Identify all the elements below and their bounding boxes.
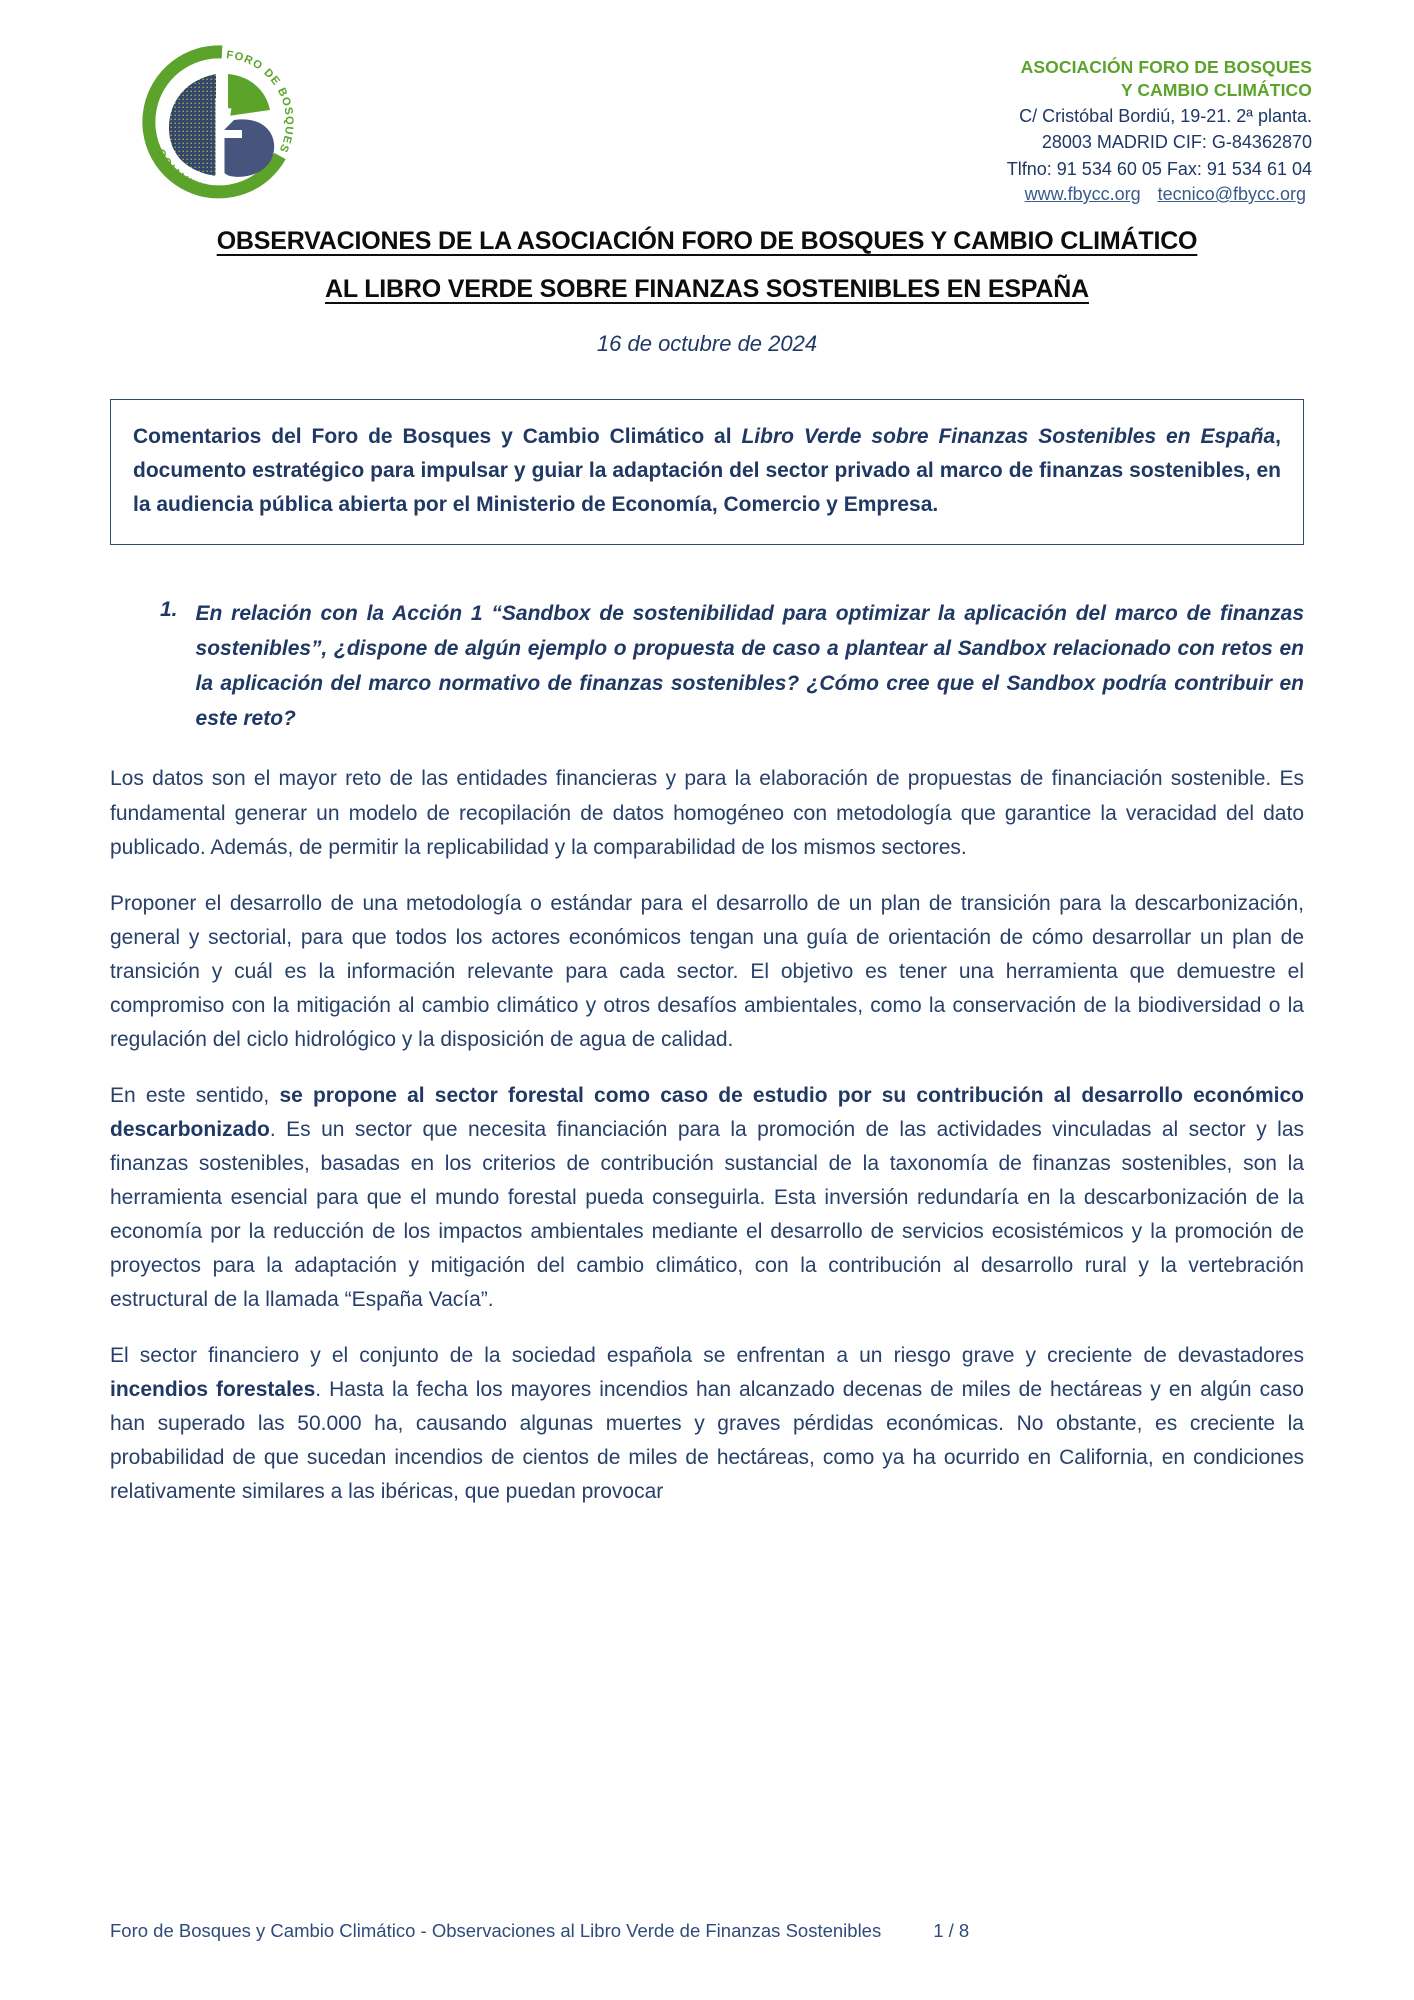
logo-icon (138, 38, 306, 206)
summary-part-2: , documento estratégico para impulsar y guiar la adaptación del sector privado al marco de finanzas sostenibles, en la audiencia pública abierta por el Ministerio de Economía, Comercio y Empresa. (133, 425, 1281, 517)
paragraph-3-lead: En este sentido, (110, 1083, 280, 1107)
footer-title: Foro de Bosques y Cambio Climático - Observaciones al Libro Verde de Finanzas Sostenibles (110, 1920, 882, 1941)
answer-body (110, 762, 1304, 1508)
summary-part-1: Comentarios del Foro de Bosques y Cambio Climático al (133, 425, 742, 448)
page-title-line-2: AL LIBRO VERDE SOBRE FINANZAS SOSTENIBLES EN ESPAÑA (325, 274, 1089, 303)
document-header (0, 0, 1414, 204)
email-link[interactable]: tecnico@fbycc.org (1157, 183, 1306, 204)
question-number: 1. (160, 598, 178, 622)
question-item-1 (160, 597, 1304, 736)
paragraph-4 (110, 1339, 1304, 1509)
document-title-block (0, 218, 1414, 357)
paragraph-4-emphasis: incendios forestales (110, 1377, 316, 1401)
paragraph-4-rest: . Hasta la fecha los mayores incendios han alcanzado decenas de miles de hectáreas y en algún caso han superado las 50.000 ha, causando algunas muertes y graves pérdidas económicas. No obstante, es creciente la probabilidad de que sucedan incendios de cientos de miles de hectáreas, como ya ha ocurrido en California, en condiciones relativamente similares a las ibéricas, que puedan provocar (110, 1377, 1304, 1503)
paragraph-3 (110, 1079, 1304, 1317)
org-phone-fax: Tlfno: 91 534 60 05 Fax: 91 534 61 04 (1006, 159, 1312, 180)
website-link[interactable]: www.fbycc.org (1024, 183, 1141, 204)
document-footer (110, 1920, 1304, 1942)
paragraph-3-emphasis: se propone al sector forestal como caso de estudio por su contribución al desarrollo económico descarbonizado (110, 1083, 1304, 1141)
logo-ring-text: FORO DE BOSQUES Y CAMBIO CLIMÁTICO (154, 49, 296, 196)
paragraph-2: Proponer el desarrollo de una metodología o estándar para el desarrollo de un plan de transición para la descarbonización, general y sectorial, para que todos los actores económicos tengan una guía de orientación de cómo desarrollar un plan de transición y cuál es la información relevante para cada sector. El objetivo es tener una herramienta que demuestre el compromiso con la mitigación al cambio climático y otros desafíos ambientales, como la conservación de la biodiversidad o la regulación del ciclo hidrológico y la disposición de agua de calidad. (110, 891, 1304, 1051)
summary-callout-box (110, 399, 1304, 545)
org-address-city-cif: 28003 MADRID CIF: G-84362870 (1041, 132, 1312, 153)
org-name-line-1: ASOCIACIÓN FORO DE BOSQUES (1020, 57, 1312, 77)
question-text: En relación con la Acción 1 “Sandbox de sostenibilidad para optimizar la aplicación del marco de finanzas sostenibles”, ¿dispone de algún ejemplo o propuesta de caso a plantear al Sandbox relacionado con retos en la aplicación del marco normativo de finanzas sostenibles? ¿Cómo cree que el Sandbox podría contribuir en este reto? (195, 602, 1304, 730)
document-date: 16 de octubre de 2024 (596, 331, 818, 356)
org-address-street: C/ Cristóbal Bordiú, 19-21. 2ª planta. (1019, 105, 1312, 126)
page-title-line-1: OBSERVACIONES DE LA ASOCIACIÓN FORO DE BOSQUES Y CAMBIO CLIMÁTICO (216, 227, 1198, 255)
org-name-line-2: Y CAMBIO CLIMÁTICO (1120, 79, 1312, 100)
org-links (1007, 183, 1312, 206)
paragraph-3-rest: . Es un sector que necesita financiación para la promoción de las actividades vinculadas al sector y las finanzas sostenibles, basadas en los criterios de contribución sustancial de la taxonomía de finanzas sostenibles, son la herramienta esencial para que el mundo forestal pueda conseguirla. Esta inversión redundaría en la descarbonización de la economía por la reducción de los impactos ambientales mediante el desarrollo de servicios ecosistémicos y la promoción de proyectos para la adaptación y mitigación del cambio climático, con la contribución al desarrollo rural y la vertebración estructural de la llamada “España Vacía”. (110, 1117, 1304, 1311)
summary-italic-title: Libro Verde sobre Finanzas Sostenibles en España (741, 425, 1276, 448)
footer-page-number: 1 / 8 (933, 1920, 970, 1941)
paragraph-4-lead: El sector financiero y el conjunto de la sociedad española se enfrentan a un riesgo grave y creciente de devastadores (110, 1343, 1304, 1367)
summary-paragraph (133, 420, 1281, 522)
organization-contact-block (1007, 56, 1312, 206)
organization-logo (138, 38, 306, 206)
paragraph-1: Los datos son el mayor reto de las entidades financieras y para la elaboración de propuestas de financiación sostenible. Es fundamental generar un modelo de recopilación de datos homogéneo con metodología que garantice la veracidad del dato publicado. Además, de permitir la replicabilidad y la comparabilidad de los mismos sectores. (110, 767, 1304, 859)
